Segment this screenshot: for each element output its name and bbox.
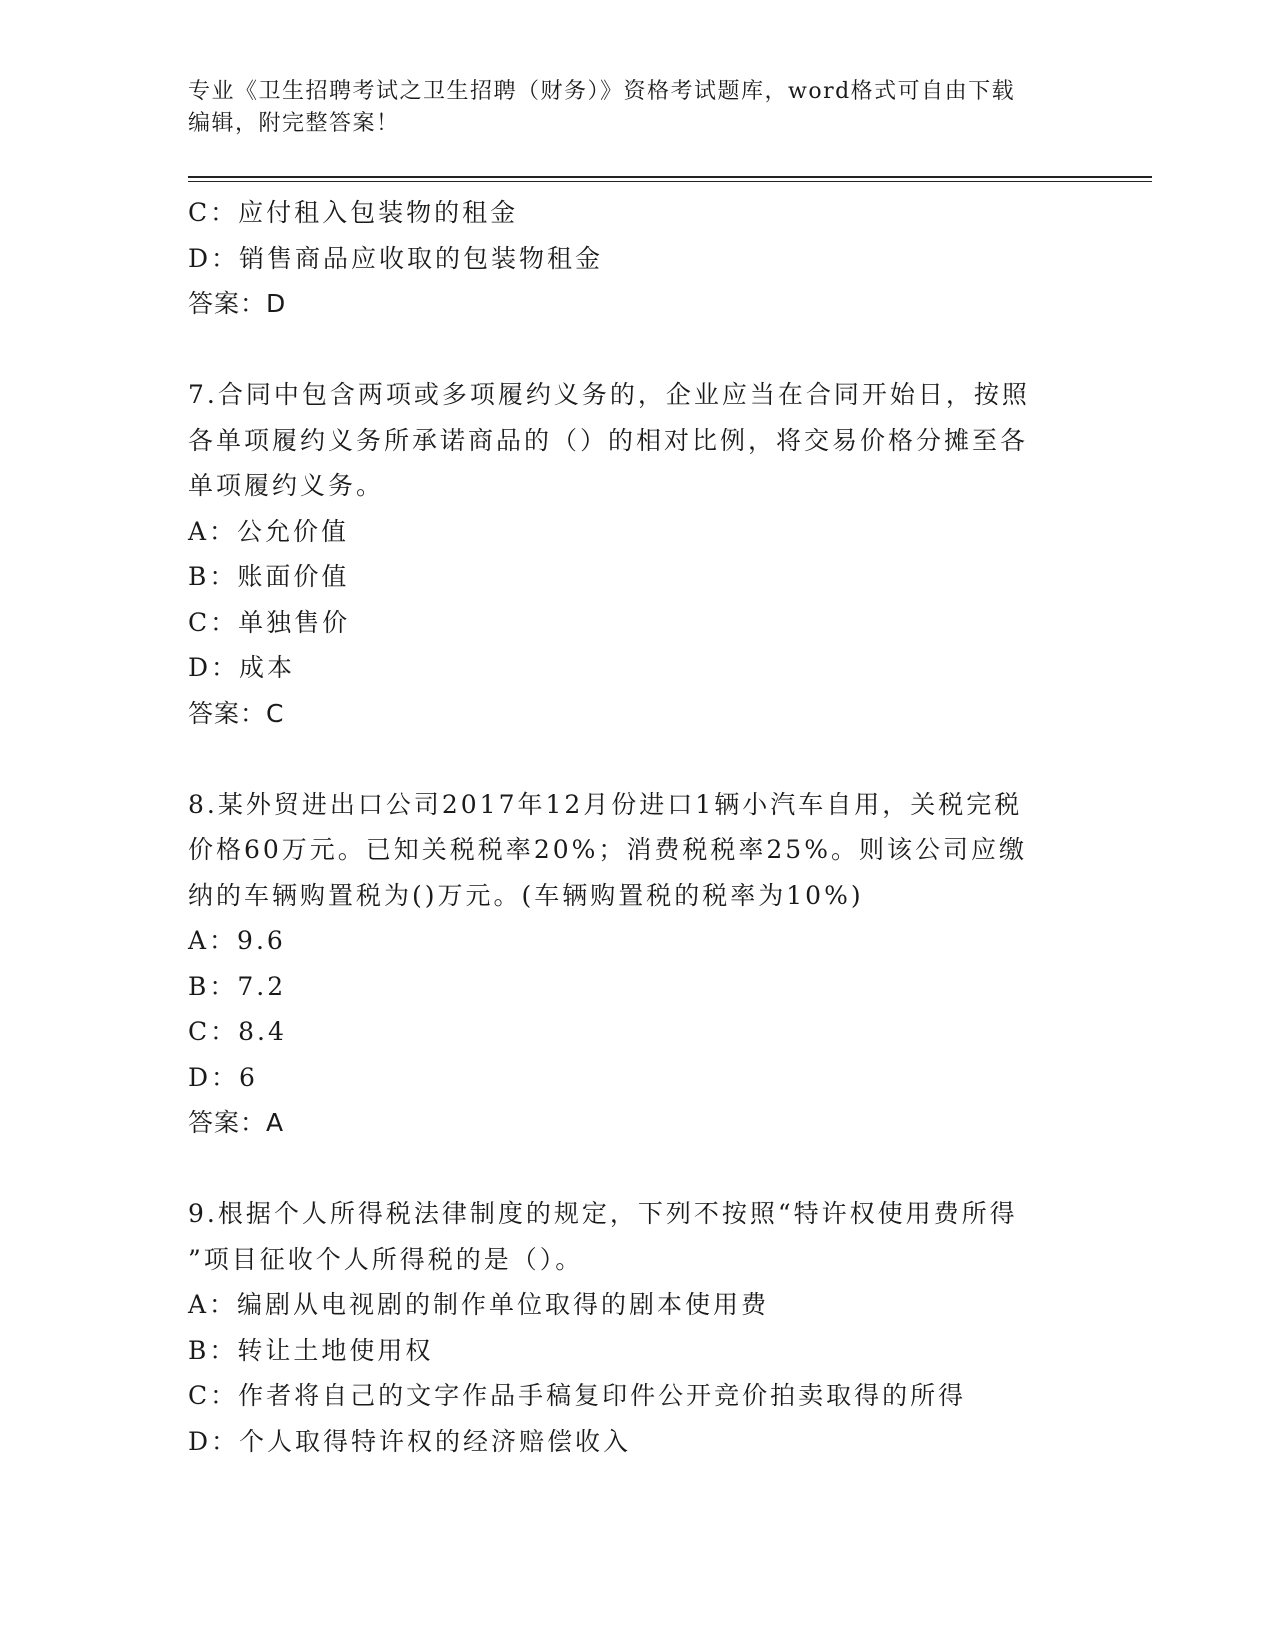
- option-a: A：编剧从电视剧的制作单位取得的剧本使用费: [188, 1290, 770, 1319]
- question-stem-line: 单项履约义务。: [188, 471, 385, 500]
- option-c: C：应付租入包装物的租金: [188, 198, 519, 227]
- spacer: [188, 1146, 1088, 1192]
- option-b: B：账面价值: [188, 562, 350, 591]
- question-7: [188, 372, 1088, 736]
- question-stem-line: 8.某外贸进出口公司2017年12月份进口1辆小汽车自用，关税完税: [188, 789, 1023, 819]
- question-8: [188, 782, 1088, 1146]
- header-divider-thick: [188, 176, 1152, 178]
- answer: 答案：C: [188, 698, 285, 728]
- option-c: C：作者将自己的文字作品手稿复印件公开竞价拍卖取得的所得: [188, 1381, 967, 1410]
- option-d: D：销售商品应收取的包装物租金: [188, 243, 604, 273]
- option-d: D：个人取得特许权的经济赔偿收入: [188, 1426, 632, 1456]
- option-c: C：8.4: [188, 1017, 287, 1046]
- option-b: B：转让土地使用权: [188, 1335, 434, 1365]
- question-stem-line: 7.合同中包含两项或多项履约义务的，企业应当在合同开始日，按照: [188, 380, 1030, 409]
- answer: 答案：A: [188, 1108, 285, 1137]
- question-9: [188, 1191, 1088, 1464]
- question-stem-line: 纳的车辆购置税为()万元。(车辆购置税的税率为10%): [188, 880, 864, 910]
- question-6-tail: [188, 190, 1088, 327]
- header-divider-thin: [188, 181, 1152, 182]
- question-stem-line: 价格60万元。已知关税税率20%；消费税税率25%。则该公司应缴: [188, 835, 1027, 864]
- option-a: A：9.6: [188, 926, 286, 955]
- question-list: [188, 190, 1088, 1464]
- option-d: D：6: [188, 1062, 258, 1092]
- question-stem-line: ”项目征收个人所得税的是（）。: [188, 1244, 584, 1274]
- header-line-2: 编辑，附完整答案！: [188, 111, 400, 136]
- answer: 答案：D: [188, 289, 287, 318]
- header-line-1: 专业《卫生招聘考试之卫生招聘（财务）》资格考试题库，word格式可自由下载: [188, 79, 1016, 104]
- option-b: B：7.2: [188, 971, 287, 1001]
- question-stem-line: 各单项履约义务所承诺商品的（）的相对比例，将交易价格分摊至各: [188, 425, 1029, 455]
- document-header: [188, 76, 1088, 140]
- option-d: D：成本: [188, 653, 296, 682]
- spacer: [188, 736, 1088, 782]
- question-stem-line: 9.根据个人所得税法律制度的规定，下列不按照“特许权使用费所得: [188, 1199, 1018, 1228]
- option-c: C：单独售价: [188, 607, 351, 637]
- spacer: [188, 327, 1088, 373]
- option-a: A：公允价值: [188, 516, 350, 546]
